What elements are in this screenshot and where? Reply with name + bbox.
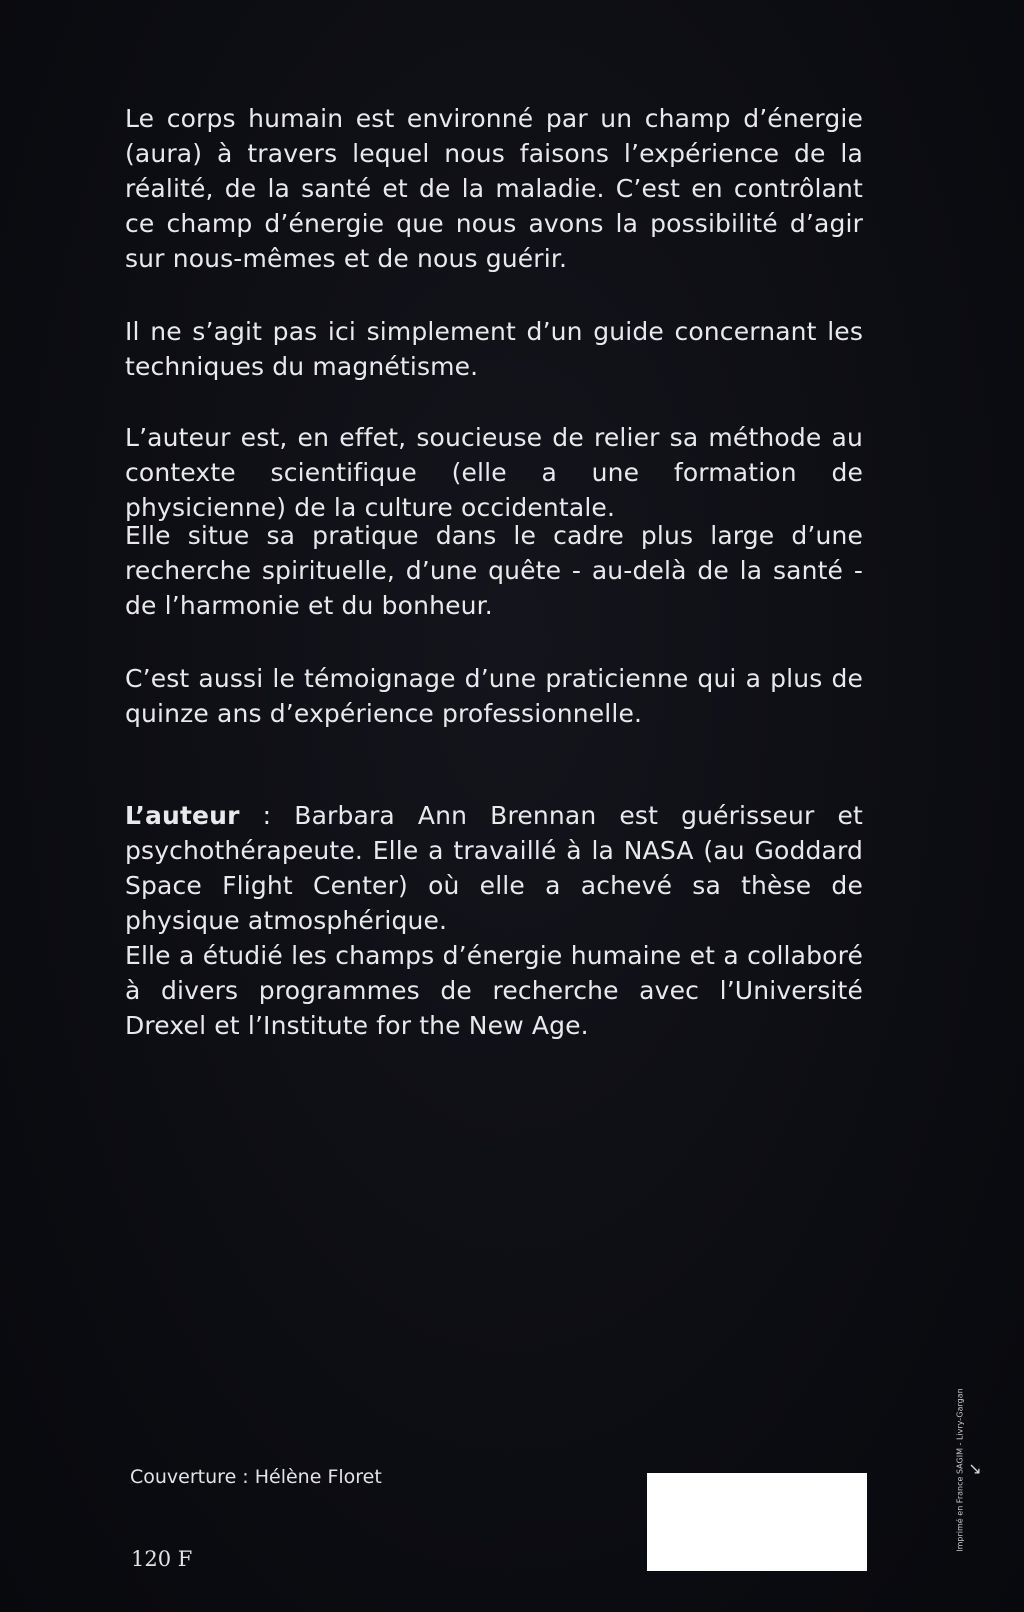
price-label: 120 F <box>131 1547 193 1571</box>
paragraph-text: C’est aussi le témoignage d’une praticienne qui a plus de quinze ans d’expérience professionnelle. <box>125 664 863 728</box>
testimony-paragraph <box>125 661 863 731</box>
author-bio-paragraph <box>125 798 863 938</box>
paragraph-text: Il ne s’agit pas ici simplement d’un guide concernant les techniques du magnétisme. <box>125 317 863 381</box>
author-bio-text: Barbara Ann Brennan est guérisseur et psychothérapeute. Elle a travaillé à la NASA (au Goddard Space Flight Center) où elle a achevé sa thèse de physique atmosphérique. <box>125 801 863 935</box>
printer-text: Imprimé en France SAGIM - Livry-Gargan <box>955 1388 965 1552</box>
author-research-paragraph <box>125 938 863 1043</box>
intro-paragraph <box>125 101 863 276</box>
spiritual-paragraph <box>125 518 863 623</box>
paragraph-text: L’auteur est, en effet, soucieuse de relier sa méthode au contexte scientifique (elle a une formation de physicienne) de la culture occidentale. <box>125 423 863 522</box>
guide-paragraph <box>125 314 863 384</box>
printer-logo-icon: ↘ <box>968 1459 982 1478</box>
cover-credit: Couverture : Hélène Floret <box>130 1466 382 1488</box>
author-method-paragraph <box>125 420 863 525</box>
paragraph-text: Elle a étudié les champs d’énergie humaine et a collaboré à divers programmes de recherche avec l’Université Drexel et l’Institute for the New Age. <box>125 941 863 1040</box>
author-separator: : <box>239 801 295 830</box>
paragraph-text: Le corps humain est environné par un champ d’énergie (aura) à travers lequel nous faisons l’expérience de la réalité, de la santé et de la maladie. C’est en contrôlant ce champ d’énergie que nous avons la possibilité d’agir sur nous-mêmes et de nous guérir. <box>125 104 863 273</box>
author-label: L’auteur <box>125 801 240 830</box>
paragraph-text: Elle situe sa pratique dans le cadre plus large d’une recherche spirituelle, d’une quête - au-delà de la santé - de l’harmonie et du bonheur. <box>125 521 863 620</box>
barcode-area <box>647 1473 867 1571</box>
